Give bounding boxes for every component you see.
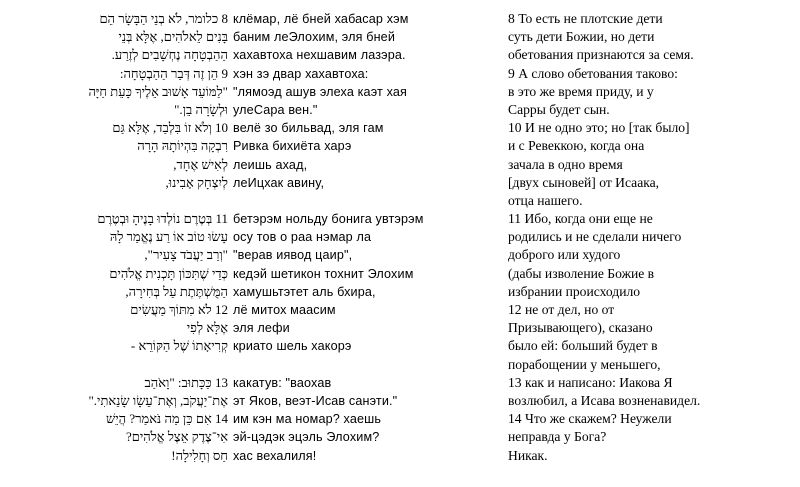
transliteration-line: улеСара вен.": [233, 102, 318, 117]
hebrew-line: חַס וְחָלִילָה!: [171, 447, 228, 463]
russian-line: [двух сыновей] от Исаака,: [508, 174, 660, 190]
hebrew-line: הַהַבְטָחָה נֶחְשָׁבִים לְזֶרַע.: [111, 47, 228, 63]
russian-line: неправда у Бога?: [508, 429, 607, 445]
transliteration-line: бетэрэм нольду бонига увтэрэм: [233, 212, 424, 227]
russian-line: Сарры будет сын.: [508, 101, 610, 117]
hebrew-line: "לַמּוֹעֵד אָשׁוּב אֵלֶיךָ כָּעֵת חַיָּה: [88, 83, 228, 99]
transliteration-line: лё митох маасим: [233, 303, 336, 317]
hebrew-line: בָּנִים לֵאלֹהִים, אֶלָּא בְּנֵי: [118, 29, 228, 45]
hebrew-line: 10 וְלֹא זוֹ בִּלְבַד, אֶלָּא גַּם: [112, 120, 228, 136]
transliteration-line: какатув: "ваохав: [233, 375, 332, 390]
transliteration-column: [233, 10, 495, 465]
transliteration-line: осу тов о раа нэмар ла: [233, 230, 372, 245]
transliteration-line: хамушьтэтет аль бхира,: [233, 284, 376, 299]
russian-line: доброго или худого: [508, 247, 621, 263]
blank-line: [70, 356, 228, 374]
russian-line: 8 То есть не плотские дети: [508, 11, 663, 26]
russian-line: 11 Ибо, когда они еще не: [508, 211, 653, 227]
hebrew-line: 9 הֵן זֶה דְּבַר הַהַבְטָחָה:: [119, 65, 228, 81]
transliteration-line: эй-цэдэк эцэль Элохим?: [233, 430, 380, 445]
russian-line: 14 Что же скажем? Неужели: [508, 411, 672, 427]
russian-line: обетования признаются за семя.: [508, 47, 694, 63]
hebrew-line: אֶת־יַעֲקֹב, וְאֶת־עֵשָׂו שָׂנֵאתִי.": [88, 392, 228, 408]
russian-line: 13 как и написано: Иакова Я: [508, 374, 673, 390]
russian-line: суть дети Божии, но дети: [508, 29, 655, 45]
hebrew-line: הַמֻּשְׁתֶּתֶת עַל בְּחִירָה,: [125, 283, 228, 299]
russian-line: порабощении у меньшего,: [508, 356, 661, 372]
russian-line: 12 не от дел, но от: [508, 302, 615, 317]
hebrew-line: אֶלָּא לְפִי: [186, 320, 228, 336]
transliteration-line: клёмар, лё бней хабасар хэм: [233, 12, 409, 26]
transliteration-line: леишь ахад,: [233, 157, 308, 172]
hebrew-line: 12 לֹא מִתּוֹךְ מַעֲשִׂים: [130, 302, 228, 317]
hebrew-line: לְאִישׁ אֶחָד,: [173, 156, 228, 172]
hebrew-line: 13 כַּכָּתוּב: "וָאֹהַב: [144, 374, 228, 390]
hebrew-line: קְרִיאָתוֹ שֶׁל הַקּוֹרֵא -: [130, 338, 228, 354]
hebrew-line: וּלְשָׂרָה בֵן.": [174, 101, 228, 117]
hebrew-line: 8 כלומר, לֹא בְנֵי הַבָּשָׂר הֵם: [99, 11, 228, 26]
russian-line: (дабы изволение Божие в: [508, 265, 655, 281]
blank-line: [70, 192, 228, 210]
transliteration-line: хахавтоха нехшавим лазэра.: [233, 48, 406, 63]
hebrew-line: עָשׂוּ טוֹב אוֹ רַע נֶאֱמַר לָהּ: [109, 229, 228, 245]
hebrew-line: אִי־צֶדֶק אֵצֶל אֱלֹהִים?: [125, 429, 228, 445]
hebrew-line: כְּדֵי שֶׁתִּכּוֹן תָּכְנִית אֱלֹהִים: [109, 265, 228, 281]
transliteration-line: хас вехалиля!: [233, 448, 317, 463]
hebrew-line: "וְרַב יַעֲבֹד צָעִיר",: [144, 247, 228, 263]
transliteration-line: эля лефи: [233, 321, 290, 336]
russian-line: Никак.: [508, 447, 548, 463]
russian-line: в это же время приду, и у: [508, 83, 654, 99]
transliteration-line: леИцхак авину,: [233, 175, 325, 190]
russian-line: зачала в одно время: [508, 156, 623, 172]
hebrew-line: 11 בְּטֶרֶם נוֹלְדוּ בָנֶיהָ וּבְטֶרֶם: [97, 211, 228, 227]
transliteration-line: "верав иявод цаир",: [233, 248, 353, 263]
russian-line: 10 И не одно это; но [так было]: [508, 120, 690, 136]
hebrew-line: לְיִצְחָק אָבִינוּ,: [165, 174, 228, 190]
transliteration-line: хэн зэ двар хахавтоха:: [233, 66, 369, 81]
hebrew-column: [70, 10, 228, 465]
russian-line: 9 А слово обетования таково:: [508, 65, 678, 81]
transliteration-line: криато шель хакорэ: [233, 339, 352, 354]
russian-line: было ей: больший будет в: [508, 338, 658, 354]
russian-line: отца нашего.: [508, 192, 583, 208]
russian-line: родились и не сделали ничего: [508, 229, 682, 245]
hebrew-line: 14 אִם כֵּן מַה נֹּאמַר? הֲיֵשׁ: [106, 411, 228, 427]
transliteration-line: баним леЭлохим, эля бней: [233, 30, 396, 45]
transliteration-line: эт Яков, веэт-Исав санэти.": [233, 393, 398, 408]
hebrew-line: רִבְקָה בִּהְיוֹתָהּ הָרָה: [137, 138, 228, 154]
transliteration-line: им кэн ма номар? хаешь: [233, 412, 382, 427]
transliteration-line: велё зо бильвад, эля гам: [233, 121, 384, 136]
russian-line: и с Ревеккою, когда она: [508, 138, 645, 154]
transliteration-line: "лямоэд ашув элеха каэт хая: [233, 84, 408, 99]
russian-line: возлюбил, а Исава возненавидел.: [508, 392, 701, 408]
russian-line: Призывающего), сказано: [508, 320, 653, 336]
russian-line: избрании происходило: [508, 283, 641, 299]
transliteration-line: Ривка бихиёта харэ: [233, 139, 352, 154]
blank-line: [233, 356, 495, 374]
russian-column: [508, 10, 798, 465]
transliteration-line: кедэй шетикон тохнит Элохим: [233, 266, 414, 281]
blank-line: [233, 192, 495, 210]
